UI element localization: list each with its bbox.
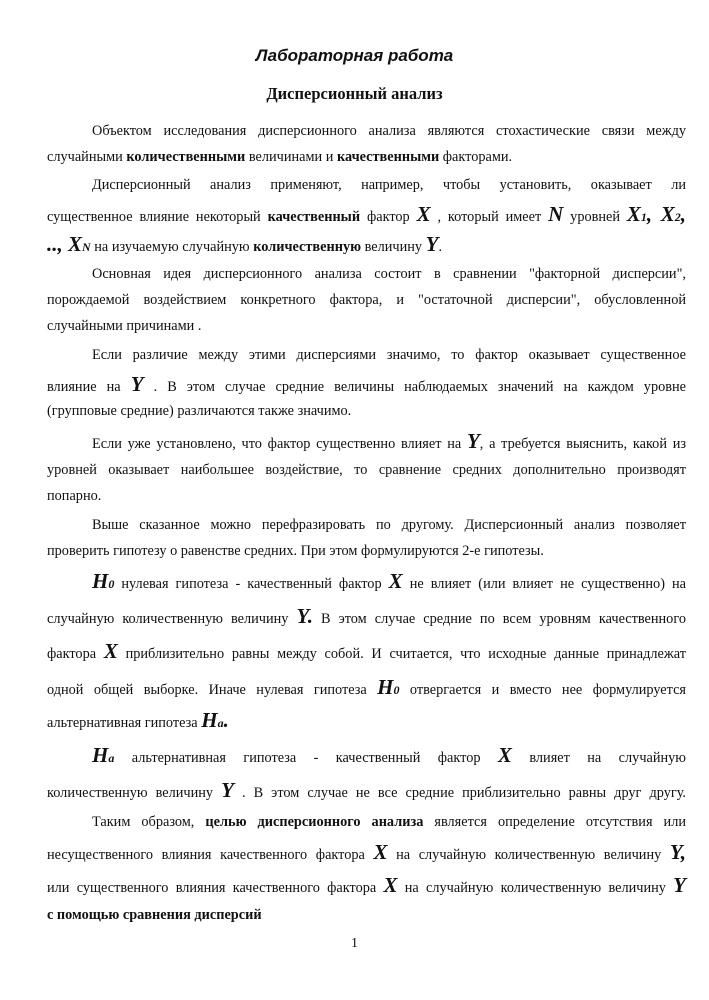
text-line	[92, 175, 686, 195]
text-run: уровней оказывает наибольшее воздействие, то сравнение средних дополнительно производят	[47, 462, 686, 478]
text-line	[47, 842, 686, 862]
math-variable: N	[548, 202, 564, 226]
text-run: случайную количественную величину	[47, 611, 297, 627]
text-line	[47, 677, 686, 697]
text-run: влияние на	[47, 379, 131, 395]
text-line	[92, 571, 686, 591]
bold-text: количественную	[253, 239, 362, 255]
text-run: Выше сказанное можно перефразировать по другому. Дисперсионный анализ позволяет	[92, 517, 686, 533]
text-run: (групповые средние) различаются также значимо.	[47, 403, 352, 419]
text-run: существенное влияние некоторый	[47, 209, 268, 225]
text-run: . В этом случае средние величины наблюдаемых значений на каждом уровне	[143, 379, 687, 395]
math-variable: ,	[680, 202, 686, 226]
text-line	[47, 290, 686, 310]
math-variable: a	[108, 751, 115, 765]
page-number: 1	[351, 936, 358, 951]
text-run: влияет на случайную	[511, 750, 686, 766]
text-line	[92, 264, 686, 284]
math-variable: .., X	[47, 232, 83, 256]
text-run: является определение отсутствия или	[423, 814, 686, 830]
bold-text: целью дисперсионного анализа	[205, 814, 424, 830]
math-variable: H	[92, 743, 109, 767]
text-line	[47, 374, 686, 394]
math-variable: X	[416, 202, 431, 226]
text-run: фактора	[47, 646, 104, 662]
text-line	[92, 515, 686, 535]
text-run: Основная идея дисперсионного анализа состоит в сравнении "факторной дисперсии",	[92, 266, 686, 282]
text-line	[47, 486, 686, 506]
text-line	[92, 812, 686, 832]
math-variable: , X	[646, 202, 675, 226]
text-line	[47, 316, 686, 336]
math-variable: 1	[640, 210, 647, 224]
text-line	[47, 541, 686, 561]
text-run: Дисперсионный анализ применяют, например, чтобы установить, оказывает ли	[92, 177, 686, 193]
text-run: Если различие между этими дисперсиями значимо, то фактор оказывает существенное	[92, 347, 686, 363]
text-run: величинами и	[245, 149, 337, 165]
bold-text: качественными	[336, 149, 440, 165]
text-line	[47, 401, 686, 421]
text-run: случайными	[47, 149, 127, 165]
text-run: проверить гипотезу о равенстве средних. При этом формулируются 2-е гипотезы.	[47, 543, 544, 559]
math-variable: .	[223, 708, 229, 732]
math-variable: Y	[130, 372, 144, 396]
text-run: уровней	[563, 209, 627, 225]
math-variable: Y.	[296, 604, 313, 628]
math-variable: Y	[673, 873, 686, 897]
math-variable: 0	[393, 683, 400, 697]
text-line	[92, 345, 686, 365]
text-line	[47, 641, 686, 661]
bold-text: с помощью сравнения дисперсий	[47, 907, 262, 923]
math-variable: 0	[108, 577, 115, 591]
math-variable: X	[383, 873, 398, 897]
text-line	[47, 460, 686, 480]
text-line	[47, 875, 686, 895]
math-variable: Y	[466, 429, 480, 453]
text-line	[47, 234, 686, 257]
math-variable: X	[497, 743, 512, 767]
math-variable: H	[92, 569, 109, 593]
math-variable: 2	[674, 210, 681, 224]
math-variable: Y	[425, 232, 439, 256]
text-run: .	[438, 239, 443, 255]
math-variable: X	[388, 569, 403, 593]
text-line	[47, 905, 686, 925]
text-run: Если уже установлено, что фактор существенно влияет на	[92, 436, 467, 452]
text-line	[47, 147, 686, 167]
text-run: попарно.	[47, 488, 102, 504]
text-line	[92, 431, 686, 451]
text-run: на случайную количественную величину	[397, 880, 674, 896]
math-variable: H	[201, 708, 218, 732]
text-run: , а требуется выяснить, какой из	[479, 436, 687, 452]
text-run: одной общей выборке. Иначе нулевая гипотеза	[47, 682, 378, 698]
math-variable: Y,	[669, 840, 687, 864]
bold-text: качественный	[267, 209, 361, 225]
text-run: на изучаемую случайную	[90, 239, 254, 255]
text-run: отвергается и вместо нее формулируется	[399, 682, 686, 698]
text-run: несущественного влияния качественного фактора	[47, 847, 374, 863]
text-run: Объектом исследования дисперсионного анализа являются стохастические связи между	[92, 123, 686, 139]
text-run: Таким образом,	[92, 814, 206, 830]
text-run: случайными причинами .	[47, 318, 202, 334]
text-run: не влияет (или влияет не существенно) на	[402, 576, 687, 592]
text-line	[92, 121, 686, 141]
text-run: , который имеет	[430, 209, 549, 225]
text-line	[92, 745, 686, 765]
math-variable: X	[103, 639, 118, 663]
text-line	[47, 710, 686, 733]
text-run: порождаемой воздействием конкретного фактора, и "остаточной дисперсии", обусловленной	[47, 292, 686, 308]
text-run: альтернативная гипотеза - качественный фактор	[114, 750, 498, 766]
text-line	[47, 204, 686, 224]
text-run: В этом случае средние по всем уровням качественного	[312, 611, 686, 627]
text-run: альтернативная гипотеза	[47, 715, 202, 731]
text-run: факторами.	[439, 149, 513, 165]
document-title: Лабораторная работа	[255, 46, 454, 65]
text-run: количественную величину	[47, 785, 222, 801]
text-run: на случайную количественную величину	[387, 847, 670, 863]
bold-text: количественными	[126, 149, 246, 165]
math-variable: X	[626, 202, 641, 226]
text-run: нулевая гипотеза - качественный фактор	[114, 576, 389, 592]
section-heading: Дисперсионный анализ	[266, 84, 443, 103]
text-line	[47, 606, 686, 626]
math-variable: a	[217, 716, 224, 730]
text-run: или существенного влияния качественного фактора	[47, 880, 384, 896]
math-variable: X	[373, 840, 388, 864]
text-run: величину	[361, 239, 426, 255]
math-variable: Y	[221, 778, 234, 802]
text-run: приблизительно равны между собой. И считается, что исходные данные принадлежат	[117, 646, 686, 662]
text-run: . В этом случае не все средние приблизительно равны друг другу.	[233, 785, 687, 801]
text-run: фактор	[360, 209, 417, 225]
math-variable: H	[377, 675, 394, 699]
math-variable: N	[82, 240, 91, 254]
text-line	[47, 780, 686, 800]
